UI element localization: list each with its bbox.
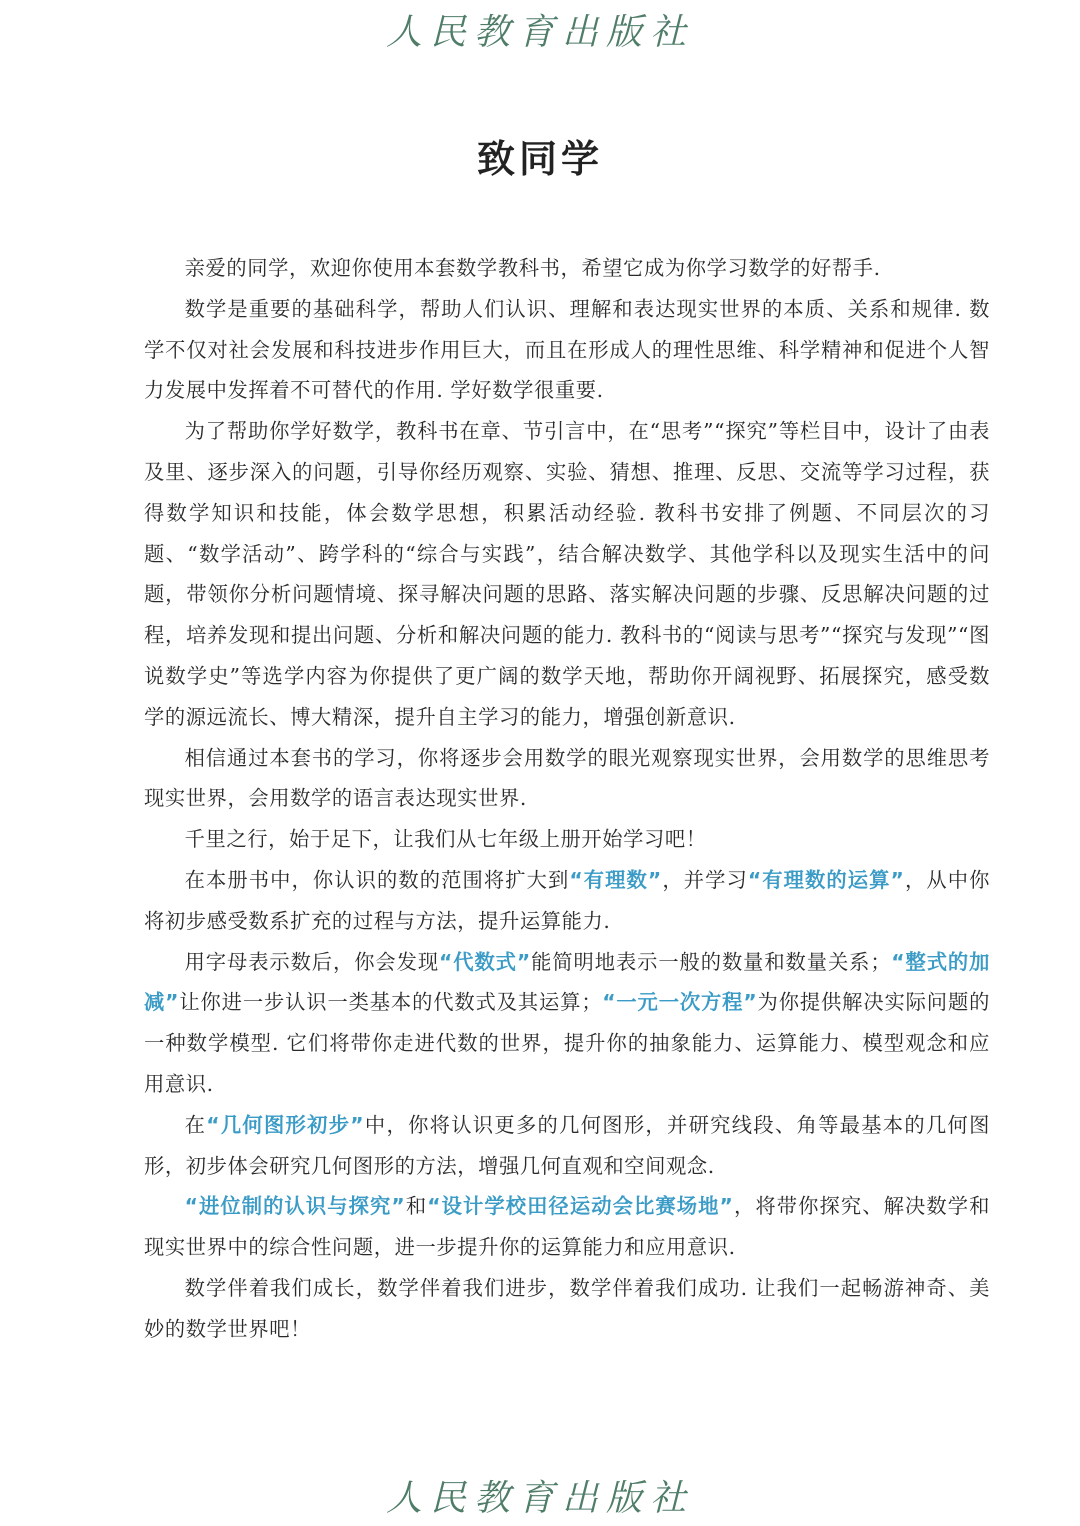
highlighted-term: “一元一次方程” bbox=[602, 990, 758, 1015]
publisher-logo-top: 人民教育出版社 bbox=[385, 12, 694, 53]
paragraph bbox=[144, 289, 990, 411]
highlighted-term: “整式的加减” bbox=[144, 949, 990, 1015]
paragraph bbox=[144, 942, 990, 1105]
paragraph-text: 数学伴着我们成长，数学伴着我们进步，数学伴着我们成功. 让我们一起畅游神奇、美妙的数学世界吧！ bbox=[144, 1275, 990, 1341]
paragraph bbox=[144, 738, 990, 820]
paragraph-text: 亲爱的同学，欢迎你使用本套数学教科书，希望它成为你学习数学的好帮手. bbox=[184, 256, 881, 280]
paragraph bbox=[144, 819, 990, 860]
paragraph-text: 让你进一步认识一类基本的代数式及其运算； bbox=[179, 990, 603, 1015]
paragraph-text: ，从中你将初步感受数系扩充的过程与方法，提升运算能力. bbox=[144, 867, 990, 933]
letter-body bbox=[144, 248, 990, 1350]
paragraph bbox=[144, 1186, 990, 1268]
paragraph bbox=[144, 411, 990, 737]
paragraph bbox=[144, 860, 990, 942]
highlighted-term: “有理数的运算” bbox=[747, 867, 905, 892]
paragraph-text: ，并学习 bbox=[661, 867, 748, 892]
paragraph bbox=[144, 1105, 990, 1187]
paragraph-text: 在 bbox=[184, 1112, 207, 1137]
paragraph-text: 相信通过本套书的学习，你将逐步会用数学的眼光观察现实世界，会用数学的思维思考现实世界，会用数学的语言表达现实世界. bbox=[144, 745, 990, 811]
paragraph-text: 中，你将认识更多的几何图形，并研究线段、角等最基本的几何图形，初步体会研究几何图形的方法，增强几何直观和空间观念. bbox=[144, 1112, 990, 1178]
page-title: 致同学 bbox=[476, 136, 603, 182]
paragraph-text: 数学是重要的基础科学，帮助人们认识、理解和表达现实世界的本质、关系和规律. 数学不仅对社会发展和科技进步作用巨大，而且在形成人的理性思维、科学精神和促进个人智力发展中发挥着不可替代的作用. 学好数学很重要. bbox=[144, 296, 990, 403]
paragraph-text: 千里之行，始于足下，让我们从七年级上册开始学习吧！ bbox=[184, 827, 707, 852]
highlighted-term: “进位制的认识与探究” bbox=[184, 1194, 406, 1219]
paragraph-text: 为你提供解决实际问题的一种数学模型. 它们将带你走进代数的世界，提升你的抽象能力、运算能力、模型观念和应用意识. bbox=[144, 990, 990, 1096]
paragraph bbox=[144, 1268, 990, 1350]
paragraph-text: 在本册书中，你认识的数的范围将扩大到 bbox=[184, 867, 570, 892]
paragraph-text: 用字母表示数后，你会发现 bbox=[184, 949, 440, 974]
paragraph-text: 为了帮助你学好数学，教科书在章、节引言中，在“思考”“探究”等栏目中，设计了由表及里、逐步深入的问题，引导你经历观察、实验、猜想、推理、反思、交流等学习过程，获得数学知识和技能，体会数学思想，积累活动经验. 教科书安排了例题、不同层次的习题、“数学活动”、跨学科的“综合与实践”，结合解决数学、其他学科以及现实生活中的问题，带领你分析问题情境、探寻解决问题的思路、落实解决问题的步骤、反思解决问题的过程，培养发现和提出问题、分析和解决问题的能力. 教科书的“阅读与思考”“探究与发现”“图说数学史”等选学内容为你提供了更广阔的数学天地，帮助你开阔视野、拓展探究，感受数学的源远流长、博大精深，提升自主学习的能力，增强创新意识. bbox=[144, 419, 990, 729]
highlighted-term: “有理数” bbox=[569, 867, 662, 892]
paragraph-text: ，将带你探究、解决数学和现实世界中的综合性问题，进一步提升你的运算能力和应用意识. bbox=[144, 1194, 990, 1260]
paragraph-text: 和 bbox=[405, 1194, 428, 1219]
highlighted-term: “代数式” bbox=[439, 949, 531, 974]
highlighted-term: “几何图形初步” bbox=[206, 1112, 365, 1137]
highlighted-term: “设计学校田径运动会比赛场地” bbox=[427, 1194, 734, 1219]
publisher-logo-bottom: 人民教育出版社 bbox=[385, 1478, 694, 1519]
paragraph-text: 能简明地表示一般的数量和数量关系； bbox=[530, 949, 892, 974]
paragraph bbox=[144, 248, 990, 289]
